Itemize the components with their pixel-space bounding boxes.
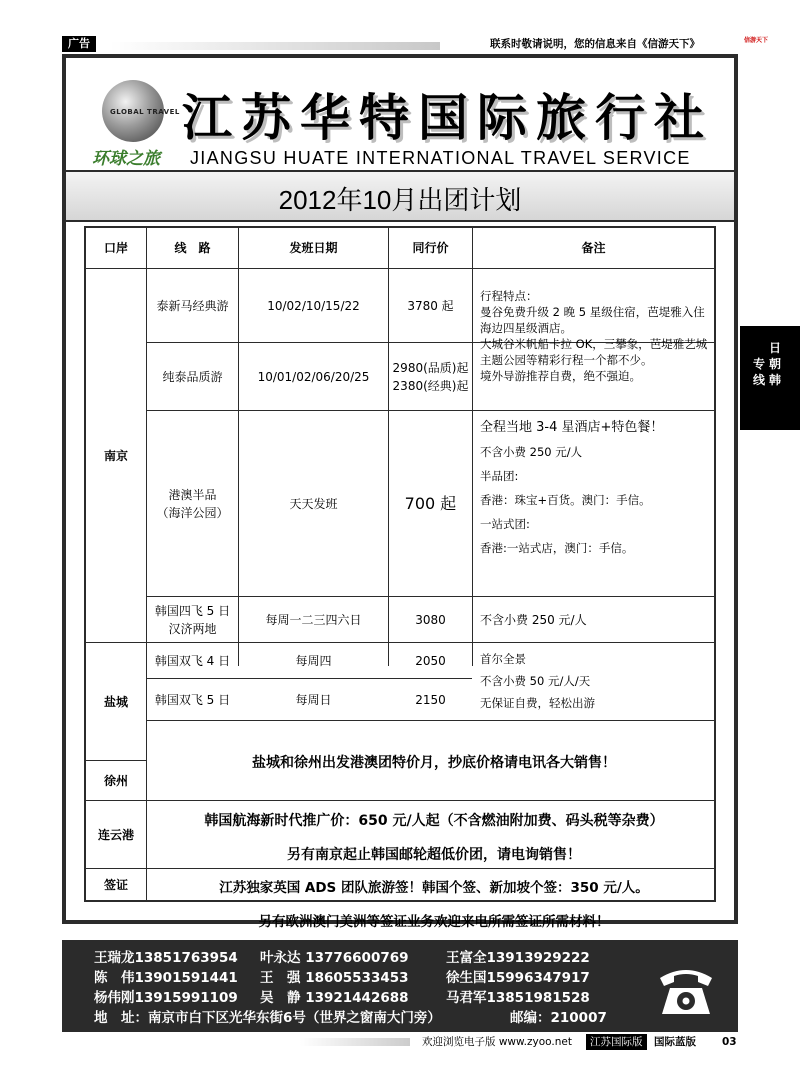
note-line: 香港:一站式店，澳门：手信。 [480,541,634,555]
plan-title-band [66,172,734,220]
col-header-note: 备注 [581,241,606,255]
col-header-price: 同行价 [412,241,449,255]
korea-tour-note: 不含小费 250 元/人 [480,612,587,627]
note-line: 首尔全景 [480,652,526,666]
price-line: 2980(品质)起 [392,360,469,375]
price-line: 2380(经典)起 [392,378,469,393]
route-name: 韩国双飞 5 日 [154,692,231,707]
contact-entry: 马君军13851981528 [446,990,590,1006]
ad-tag: 广告 [62,36,96,52]
schedule-table [66,222,734,930]
company-header [66,58,734,170]
port-yancheng: 盐城 [103,694,128,709]
cruise-promo: 另有南京起止韩国邮轮超低价团，请电询销售！ [287,847,581,863]
contact-entry: 王 强 18605533453 [260,970,409,986]
bottom-divider [300,1038,410,1046]
row-line-9 [84,868,716,869]
note-line: 不含小费 50 元/人/天 [480,674,591,688]
col-line-4 [472,226,473,666]
top-strip [0,36,800,52]
row-line-8 [84,800,716,801]
note-line: 境外导游推荐自费，绝不强迫。 [480,369,641,383]
note-line: 不含小费 250 元/人 [480,445,583,459]
contact-entry: 王瑞龙13851763954 [94,950,238,966]
section-name: 国际蓝版 [654,1036,696,1048]
trade-price [389,343,472,410]
publication-logo: 信游天下 [744,37,769,44]
lianyungang-promo: 韩国航海新时代推广价：650 元/人起（不含燃油附加费、码头税等杂费） [204,813,664,829]
port-visa: 签证 [103,877,128,892]
contact-entry: 杨伟刚13915991109 [94,990,238,1006]
trade-price: 700 起 [404,493,457,513]
page-number: 03 [722,1036,737,1048]
contact-entry: 陈 伟13901591441 [94,970,238,986]
contact-entry: 吴 静 13921442688 [260,990,409,1006]
website-link[interactable]: 欢迎浏览电子版 www.zyoo.net [422,1036,572,1048]
note-line: 一站式团: [480,517,530,531]
departure-dates: 每周四 [295,653,332,668]
edition-tag: 江苏国际版 [586,1034,647,1050]
hk-tour-note [480,416,712,560]
route-line: 汉济两地 [168,621,217,636]
ad-frame [62,54,738,930]
contact-entry: 叶永达 13776600769 [260,950,409,966]
contact-entry: 徐生国15996347917 [446,970,590,986]
note-line: 全程当地 3-4 星酒店+特色餐！ [480,420,664,435]
departure-dates: 天天发班 [289,496,338,511]
route-line: 韩国四飞 5 日 [154,603,231,618]
note-line: 半品团: [480,469,519,483]
top-divider [110,42,440,50]
trade-price: 3080 [415,612,446,627]
thai-tour-note [480,288,712,384]
side-tab [740,326,800,430]
note-line: 主题公园等精彩行程一个都不少。 [480,353,653,367]
departure-dates: 10/02/10/15/22 [267,298,360,313]
trade-price: 2150 [415,692,446,707]
route-name: 纯泰品质游 [162,369,223,384]
port-xuzhou: 徐州 [103,773,128,788]
plan-title: 2012年10月出团计划 [278,185,522,215]
port-lianyungang: 连云港 [97,827,134,842]
visa-other: 另有欧洲澳门美洲等签证业务欢迎来电所需签证所需材料！ [258,914,610,930]
company-name-en: JIANGSU HUATE INTERNATIONAL TRAVEL SERVICE [190,148,691,168]
col-header-dates: 发班日期 [289,241,338,255]
contact-entry: 王富全13913929222 [446,950,590,966]
departure-dates: 10/01/02/06/20/25 [257,369,370,384]
seoul-tour-note [480,648,712,714]
route-name: 韩国双飞 4 日 [154,653,231,668]
route-name: 泰新马经典游 [156,298,229,313]
globe-logo-text: GLOBAL TRAVEL [110,108,180,116]
visa-promo: 江苏独家英国 ADS 团队旅游签！韩国个签、新加坡个签：350 元/人。 [219,880,649,896]
trade-price: 2050 [415,653,446,668]
address: 地 址：南京市白下区光华东街6号（世界之窗南大门旁） [94,1010,441,1026]
source-notice: 联系时敬请说明，您的信息来自《信游天下》 [490,38,700,50]
route-line: （海洋公园） [156,505,229,520]
yancheng-xuzhou-banner: 盐城和徐州出发港澳团特价月，抄底价格请电讯各大销售！ [252,755,616,771]
row-line-6 [146,720,716,721]
port-nanjing: 南京 [103,448,128,463]
note-line: 曼谷免费升级 2 晚 5 星级住宿，芭堤雅入住 [480,305,705,319]
col-header-route: 线 路 [174,241,211,255]
col-header-port: 口岸 [103,241,128,255]
departure-dates: 每周日 [295,692,332,707]
note-line: 香港：珠宝+百货。澳门：手信。 [480,493,651,507]
contact-footer [62,940,738,1032]
telephone-icon [654,960,718,1020]
departure-dates: 每周一二三四六日 [265,612,362,627]
route-name [147,411,238,596]
postcode: 邮编：210007 [510,1010,607,1026]
note-line: 海边四星级酒店。 [480,321,572,335]
brand-slogan: 环球之旅 [92,149,160,169]
side-tab-line: 日朝韩 [768,341,781,387]
route-name [147,597,238,642]
col-line-1b [146,750,147,900]
bottom-strip [0,1034,800,1050]
note-line: 行程特点： [480,289,538,303]
route-line: 港澳半品 [168,487,217,502]
note-line: 大城谷米帆船卡拉 OK，三攀象，芭堤雅艺城 [480,337,708,351]
company-name-cn: 江苏华特国际旅行社 [182,88,713,147]
side-tab-line: 专线 [752,357,765,387]
trade-price: 3780 起 [407,298,454,313]
note-line: 无保证自费，轻松出游 [480,696,595,710]
table-border-bottom [84,900,716,902]
